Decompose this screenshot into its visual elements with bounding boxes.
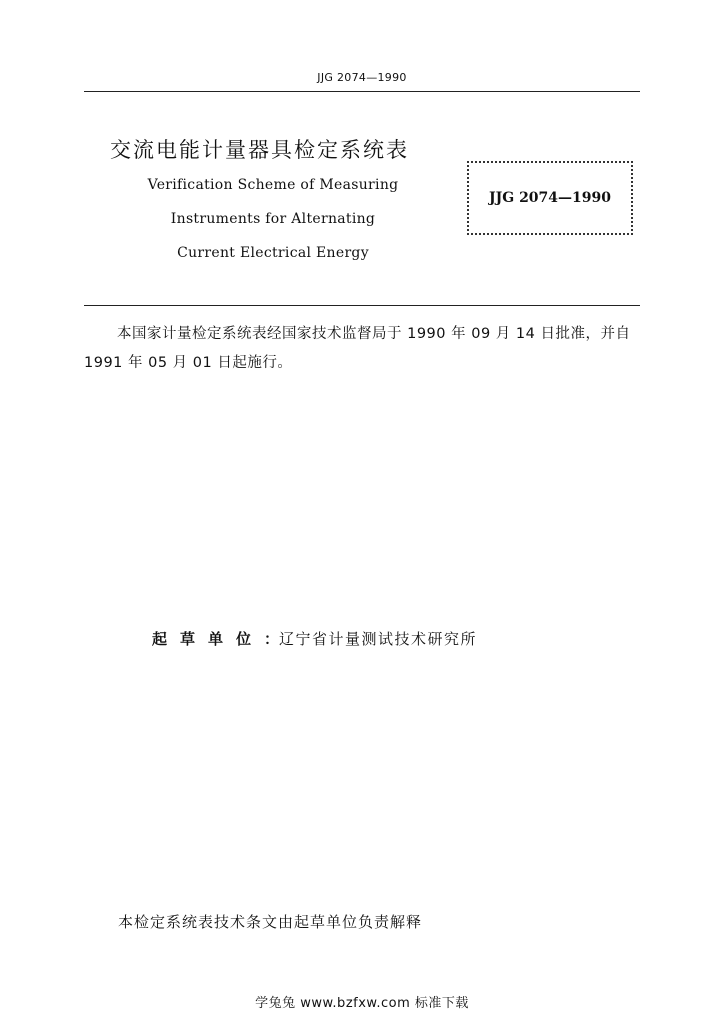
title-divider	[84, 305, 640, 306]
drafting-unit-label: 起草单位	[152, 630, 265, 648]
standard-code-box-text: JJG 2074—1990	[488, 190, 611, 206]
header-standard-code: JJG 2074—1990	[317, 71, 407, 84]
document-title-english-line-1: Verification Scheme of Measuring	[147, 177, 399, 193]
footer-watermark-text: 学兔兔 www.bzfxw.com 标准下载	[255, 996, 469, 1011]
header-divider	[84, 91, 640, 92]
drafting-unit	[152, 628, 477, 649]
approval-paragraph: 本国家计量检定系统表经国家技术监督局于 1990 年 09 月 14 日批准，并自 1991 年 05 月 01 日起施行。	[84, 326, 631, 371]
standard-code-box	[467, 161, 633, 235]
drafting-unit-colon: ：	[264, 630, 280, 648]
interpretation-note: 本检定系统表技术条文由起草单位负责解释	[118, 913, 423, 931]
document-title-chinese: 交流电能计量器具检定系统表	[110, 138, 409, 162]
drafting-unit-value: 辽宁省计量测试技术研究所	[279, 630, 478, 648]
document-title-english-line-3: Current Electrical Energy	[177, 245, 369, 261]
document-title-english-line-2: Instruments for Alternating	[170, 211, 376, 227]
